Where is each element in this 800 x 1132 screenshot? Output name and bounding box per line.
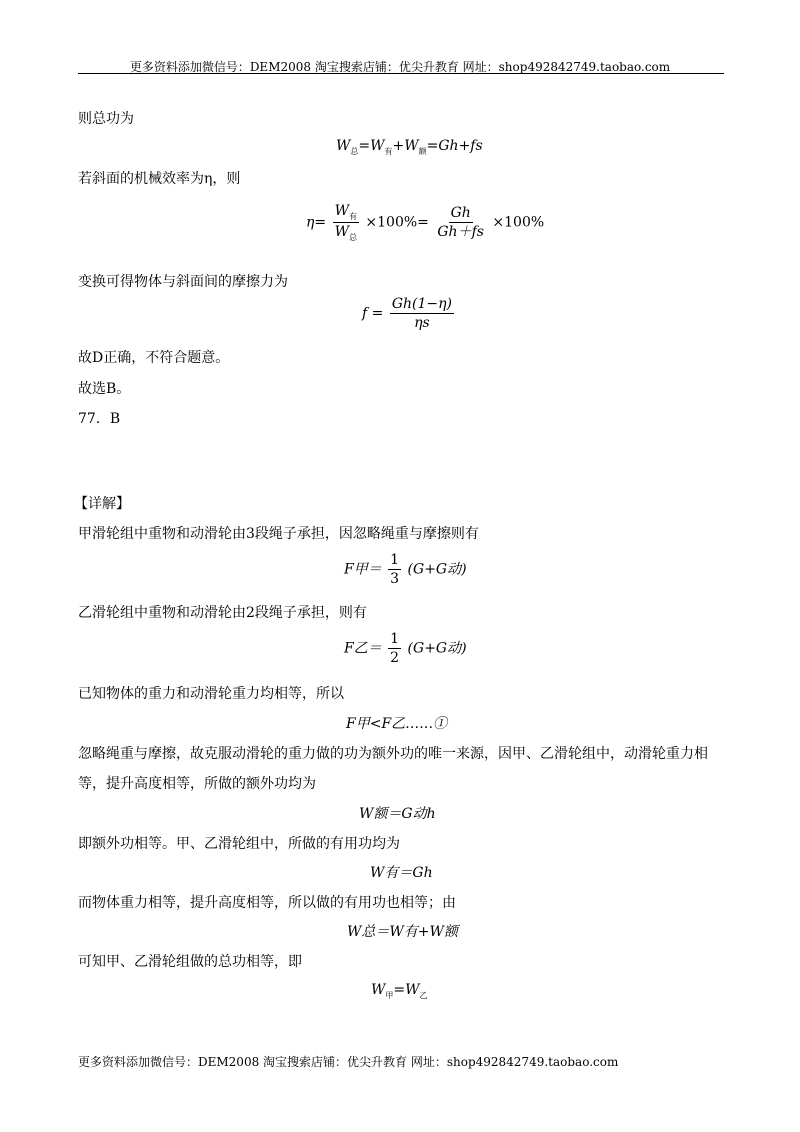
equation-force-yi: F乙＝ $\frac{1}{2}$ (G+G动) xyxy=(344,631,467,667)
equation-extra-work: W额＝G动h xyxy=(359,806,436,822)
equation-force-compare: F甲<F乙……① xyxy=(346,716,448,732)
equation-force-jia: F甲＝ $\frac{1}{3}$ (G+G动) xyxy=(344,552,467,588)
text-line-12: 等，提升高度相等，所做的额外功均为 xyxy=(78,776,316,792)
section-heading: 【详解】 xyxy=(74,496,130,512)
text-line-4: 故D正确，不符合题意。 xyxy=(78,350,230,366)
equation-total-work: $W_总=W_有+W_额=Gh+fs$ xyxy=(336,138,483,156)
equation-efficiency: η= $\frac{W_有}{W_总}$ ×100%= $\frac{Gh}{Gh+fs}$ ×100% xyxy=(306,203,545,242)
text-line-2: 若斜面的机械效率为η，则 xyxy=(78,171,241,187)
text-line-3: 变换可得物体与斜面间的摩擦力为 xyxy=(78,274,288,290)
text-line-15: 可知甲、乙滑轮组做的总功相等，即 xyxy=(78,954,302,970)
text-line-9: 乙滑轮组中重物和动滑轮由2段绳子承担，则有 xyxy=(78,605,367,621)
page-header: 更多资料添加微信号：DEM2008 淘宝搜索店铺：优尖升教育 网址：shop492842749.taobao.com xyxy=(129,60,671,74)
equation-friction: f = $\frac{Gh(1-\eta)}{\eta s}$ xyxy=(362,296,452,332)
answer-number: 77．B xyxy=(78,411,121,427)
text-line-14: 而物体重力相等，提升高度相等，所以做的有用功也相等；由 xyxy=(78,895,456,911)
equation-useful-work: W有＝Gh xyxy=(370,865,433,881)
equation-total-sum: W总＝W有+W额 xyxy=(347,924,458,940)
text-line-13: 即额外功相等。甲、乙滑轮组中，所做的有用功均为 xyxy=(78,836,400,852)
text-line-11: 忽略绳重与摩擦，故克服动滑轮的重力做的功为额外功的唯一来源，因甲、乙滑轮组中，动滑轮重力相 xyxy=(78,746,708,762)
text-line-8: 甲滑轮组中重物和动滑轮由3段绳子承担，因忽略绳重与摩擦则有 xyxy=(78,526,479,542)
header-rule xyxy=(78,73,724,74)
text-line-1: 则总功为 xyxy=(78,111,134,127)
text-line-5: 故选B。 xyxy=(78,381,131,397)
equation-equal-total: $W_甲=W_乙$ xyxy=(371,982,428,1000)
text-line-10: 已知物体的重力和动滑轮重力均相等，所以 xyxy=(78,686,344,702)
page-footer: 更多资料添加微信号：DEM2008 淘宝搜索店铺：优尖升教育 网址：shop492842749.taobao.com xyxy=(78,1055,619,1069)
